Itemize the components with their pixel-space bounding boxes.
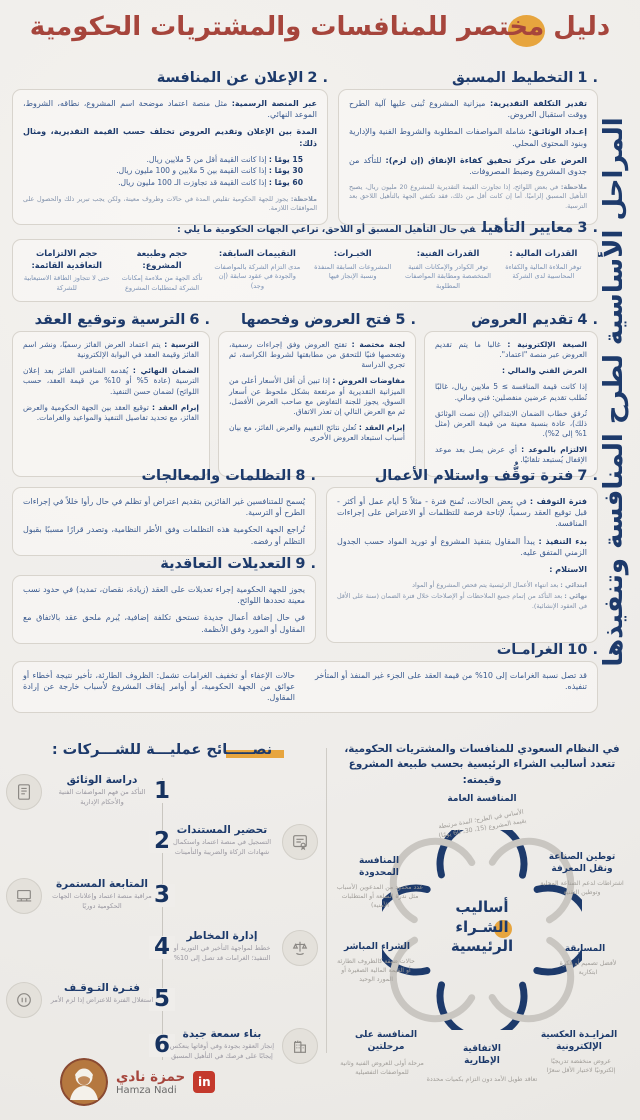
text-block: المدة بين الإعلان وتقديم العروض تختلف حسب القيمة التقديرية، ومثال ذلك:	[23, 127, 317, 148]
text-block: نهائي : بعد التأكد من إتمام جميع الملاحظات أو الإصلاحات خلال فترة الضمان (سنة على الأقل في العقود الإنشائية).	[337, 592, 587, 610]
text-block: تُراجع الجهة الحكومية هذه التظلمات وفق الأطر النظامية، وتصدر قرارًا مسببًا بقبول التظلم أو رفضه.	[23, 525, 305, 546]
tips-heading: نصـــــائح عمليـــة للشـــركات :	[6, 742, 318, 758]
side-banner	[598, 62, 640, 722]
section-5-title: 5 .فتح العروض وفحصها	[240, 312, 416, 328]
petal-direct-desc: حالات ضيقة كالظروف الطارئة أو القيمة المالية الصغيرة أو المورد الوحيد	[337, 958, 415, 983]
section-7-card	[326, 487, 598, 643]
section-2-announcement	[12, 70, 328, 225]
section-8-card	[12, 487, 316, 556]
author-footer	[60, 1058, 290, 1106]
section-3-number: 3 .	[577, 220, 598, 236]
petal-general-desc: الأساس في الطرح؛ المدة مرتبطة بقيمة المشروع (15، 30، 60 يومًا)	[437, 808, 527, 840]
monitor-icon	[6, 878, 42, 914]
text-block: يجوز للجهة الحكومية إجراء تعديلات على العقد (زيادة، نقصان، تمديد) في حدود نسب معينة تحددها اللوائح.	[23, 585, 305, 606]
bullet-60-days: 60 يومًا : إذا كانت القيمة قد تجاوزت الـ 100 مليون ريال.	[118, 178, 303, 187]
text-block: تقدير التكلفة التقديرية: ميزانية المشروع تُبنى عليها آلية الطرح ووقت استقبال العروض.	[349, 99, 587, 120]
section-6-card	[12, 331, 210, 477]
text-block: إبرام العقد : تُعلن نتائج التقييم والعرض الفائز، مع بيان أسباب استبعاد العروض الأخرى	[229, 422, 405, 442]
section-6-award	[12, 312, 210, 477]
section-2-title: 2 .الإعلان عن المنافسة	[156, 70, 328, 86]
tip-step-build-reputation: بناء سمعة جيدة إنجاز العقود بجودة وفي أوقاتها ينعكس إيجابًا على فرصك في التأهيل المسبق	[168, 1028, 318, 1064]
section-5-number: 5 .	[395, 312, 416, 328]
petal-two-stage: المنافسة على مرحلتين	[354, 1030, 418, 1052]
text-block: الضمان النهائي : يُقدمه المنافس الفائز بعد إعلان الترسية (عادة 5% أو 10% من قيمة العقد، حسب اللوائح) لضمان حسن التنفيذ.	[23, 366, 200, 396]
step-number: 2	[149, 830, 175, 853]
text-block: الالتزام بالموعد : أي عرض يصل بعد موعد الإقفال يُستبعد تلقائيًا.	[435, 445, 587, 465]
section-1-title: 1 .التخطيط المسبق	[452, 70, 598, 86]
step-number: 3	[149, 884, 175, 907]
bullet-30-days: 30 يومًا : إذا كانت القيمة بين 5 ملايين و 100 مليون ريال.	[116, 166, 303, 176]
author-name-arabic: حمزة نادي	[116, 1068, 186, 1085]
penalties-columns	[23, 670, 587, 704]
petal-two-stage-desc: مرحلة أولى للعروض الفنية وثانية للمواصفات التفصيلية	[340, 1060, 424, 1076]
section-6-title: 6 .الترسية وتوقيع العقد	[34, 312, 210, 328]
procurement-methods	[336, 742, 628, 1084]
author-names	[116, 1069, 185, 1096]
side-banner-text: المراحل الأساسية لطرح المنافسة وتنفيذها	[599, 117, 629, 667]
petal-reverse-auction: المزايـدة العكسية الإلكترونية	[540, 1030, 618, 1052]
petal-direct-purchase: الشراء المباشر	[343, 942, 411, 953]
section-4-offers	[424, 312, 598, 477]
bullet-15-days: 15 يومًا : إذا كانت القيمة أقل من 5 ملايين ريال.	[146, 154, 303, 164]
section-1-card	[338, 89, 598, 225]
petal-localization-desc: اشتراطات لدعم الصناعة المحلية وتوطين التقنية	[540, 880, 624, 896]
section-4-card	[424, 331, 598, 477]
tip-step-standstill-period: فتـرة التـوقـف استغلال الفترة للاعتراض إذا لزم الأمر	[6, 982, 156, 1018]
tip-step-continuous-followup: المتابعة المستمرة مراقبة منصة اعتماد وإعلانات الجهات الحكومية دوريًا	[6, 878, 156, 914]
text-block: مفاوضات العروض : إذا تبين أن أقل الأسعار أعلى من الميزانية التقديرية أو مرتفعة بشكل ملحوظ عن أسعار السوق، يجوز للجنة التفاوض مع صاحب العرض الأفضل، ثم مع العرض التالي إن تعذر الاتفاق.	[229, 376, 405, 416]
qual-financial: القدرات المالية : توفر الملاءة المالية والكفاءة المحاسبية لدى الشركة	[505, 248, 582, 281]
qual-project-nature: حجم وطبيعة المشروع: تأكد الجهة من ملاءمة إمكانات الشركة لمتطلبات المشروع	[121, 248, 203, 292]
section-3-card	[12, 239, 598, 302]
text-block: فترة التوقف : في بعض الحالات، تُمنح فترة - مثلاً 5 أيام عمل أو أكثر - قبل توقيع العقد رسمياً، لإتاحة فرصة للتظلمات أو الاعتراض على إجراءات المنافسة.	[337, 497, 588, 529]
timeline-spine	[162, 778, 163, 1060]
step-number: 1	[149, 780, 175, 803]
section-7-standstill	[326, 468, 598, 643]
section-10-card	[12, 661, 598, 713]
section-10-penalties	[12, 642, 598, 713]
methods-wheel	[336, 794, 628, 1084]
section-9-card	[12, 575, 316, 644]
section-1-planning	[338, 70, 598, 225]
qual-obligations: حجم الالتزامات التعاقدية القائمة: حتى لا تتجاوز الطاقة الاستيعابية للشركة	[23, 248, 110, 292]
petal-framework-agreement: الاتفاقية الإطارية	[462, 1044, 502, 1066]
qual-technical: القدرات الفنية: توفر الكوادر والإمكانات الفنية المتخصصة ومطابقة المواصفات المطلوبة	[405, 248, 491, 290]
qual-past-ratings: التقييمات السابقة: مدى التزام الشركة بالمواصفات والجودة في عقود سابقة (إن وجد)	[214, 248, 301, 290]
text-block: بدء التنفيذ : يبدأ المقاول بتنفيذ المشروع أو توريد المواد حسب الجدول الزمني المتفق عليه.	[337, 536, 587, 557]
section-8-title: 8 .التظلمات والمعالجات	[141, 468, 316, 484]
step-number: 4	[149, 936, 175, 959]
text-block: العرض الفني والمالي :	[502, 366, 587, 376]
wheel-center-label: أساليب الشـراء الرئيسية	[450, 898, 514, 956]
section-7-title: 7 .فترة توقُّف واستلام الأعمال	[374, 468, 598, 484]
step-number: 6	[149, 1034, 175, 1057]
step-number: 5	[149, 988, 175, 1011]
section-9-title: 9 .التعديلات التعاقدية	[160, 556, 316, 572]
note-block: ملاحظة: يجوز للجهة الحكومية تقليص المدة في حالات وظروف معينة، ولكن يجب تبرير ذلك والحصول على الموافقات اللازمة.	[23, 194, 317, 212]
document-icon	[6, 774, 42, 810]
text-block: في حال إضافة أعمال جديدة تستحق تكلفة إضافية، يُبرم ملحق عقد بالاتفاق مع المقاول أو المورد وفق الأنظمة.	[23, 613, 305, 634]
section-3-qualification	[12, 220, 598, 302]
page-title: دليل مختصر للمنافسات والمشتريات الحكومية	[29, 12, 611, 42]
text-block: الترسية : يتم اعتماد العرض الفائز رسميًا، ونشر اسم الفائز وقيمة العقد في البوابة الإلكترونية	[23, 340, 200, 360]
bottom-divider	[326, 748, 327, 1053]
qual-experience: الخبـرات: المشروعات السابقة المنفذة ونسبة الإنجاز فيها	[314, 248, 392, 281]
petal-framework-desc: تعاقد طويل الأمد دون التزام بكميات محددة	[426, 1076, 538, 1084]
qualification-columns	[23, 248, 587, 293]
section-7-number: 7 .	[577, 468, 598, 484]
tip-step-risk-management: إدارة المخاطر خطط لمواجهة التأخير في التوريد أو التنفيذ؛ الغرامات قد تصل إلى 10%	[168, 930, 318, 966]
tip-step-documents-study: دراسة الوثائق التأكد من فهم المواصفات الفنية والأحكام الإدارية	[6, 774, 156, 810]
petal-contest: المسابقة	[564, 944, 606, 955]
petal-limited-desc: عدد محدود من المدعوين (لأسباب مثل ندرة السلعة أو المتطلبات الأمنية)	[336, 884, 424, 909]
certificate-icon	[282, 824, 318, 860]
tips-timeline	[6, 766, 318, 1066]
company-tips	[6, 742, 318, 1066]
text-block: يُسمح للمتنافسين غير الفائزين بتقديم اعتراض أو تظلم في حال رأوا خللاً في إجراءات الطرح أو الترسية.	[23, 497, 305, 518]
section-10-title: 10 .الغرامـات	[496, 642, 598, 658]
section-1-number: 1 .	[577, 70, 598, 86]
author-name-english: Hamza Nadi	[116, 1084, 177, 1096]
methods-intro: في النظام السعودي للمنافسات والمشتريات الحكومية، تتعدد أساليب الشراء الرئيسية بحسب طبيعة المشروع وقيمته:	[344, 743, 620, 786]
author-avatar	[60, 1058, 108, 1106]
section-4-title: 4 .تقديم العروض	[471, 312, 598, 328]
petal-limited-competition: المنافسة المحدودة	[358, 856, 400, 878]
penalty-rate-text: قد تصل نسبة الغرامات إلى 10% من قيمة العقد على الجزء غير المنفذ أو المتأخر تنفيذه.	[315, 671, 587, 692]
text-block: الاستلام :	[549, 564, 587, 574]
text-block: إبرام العقد : توقيع العقد بين الجهة الحكومية والعرض الفائز، مع تحديد تفاصيل التنفيذ والمواعيد والغرامات.	[23, 402, 199, 422]
risk-scales-icon	[282, 930, 318, 966]
text-block: ابتدائي : بعد انتهاء الأعمال الرئيسية يتم فحص المشروع أو المواد	[412, 581, 587, 590]
section-3-title: 3 .معايير التأهيلفي حال التأهيل المسبق أو اللاحق، تراعي الجهات الحكومية ما يلي :	[177, 220, 598, 236]
section-2-card	[12, 89, 328, 225]
section-6-number: 6 .	[189, 312, 210, 328]
text-block: إذا كانت قيمة المنافسة ≥ 5 ملايين ريال، غالبًا تُطلب تقديم عرضين منفصلين: فني ومالي.	[435, 382, 587, 402]
text-block: لجنة مختصة : تفتح العروض وفق إجراءات رسمية، وتفحصها فنيًا للتحقق من مطابقتها لشروط الكراسة، ثم تجري الدراسة	[229, 340, 406, 370]
petal-reverse-desc: عروض منخفضة تدريجيًا إلكترونيًا لاختيار الأقل سعرًا	[546, 1058, 616, 1074]
header	[0, 12, 640, 42]
section-9-amendments	[12, 556, 316, 644]
section-5-opening	[218, 312, 416, 477]
penalty-exemptions-text: حالات الإعفاء أو تخفيف الغرامات تشمل: الظروف الطارئة، تأخير نتيجة أخطاء أو عوائق من الجهة الحكومية، أو أوامر إيقاف المشروع لأسباب خارجة عن إرادة المقاول.	[23, 671, 295, 703]
text-block: إعـداد الوثائـق: شاملة المواصفات المطلوبة والشروط الفنية والإدارية وبنود المحتوى المحلي.	[349, 127, 587, 148]
tip-step-prepare-documents: تحضير المستندات التسجيل في منصة اعتماد واستكمال شهادات الزكاة والضريبة والتأمينات	[168, 824, 318, 860]
petal-contest-desc: لأفضل تصميم أو فكرة ابتكارية	[559, 960, 617, 976]
section-4-number: 4 .	[577, 312, 598, 328]
linkedin-icon: in	[193, 1071, 215, 1093]
text-block: الصيغة الإلكترونية : غالبا ما يتم تقديم العروض عبر منصة "اعتماد".	[435, 340, 587, 360]
section-8-number: 8 .	[295, 468, 316, 484]
section-2-number: 2 .	[307, 70, 328, 86]
section-10-number: 10 .	[567, 642, 598, 658]
pause-icon	[6, 982, 42, 1018]
text-block: العرض على مركز تحقيق كفاءة الإنفاق (إن لزم): للتأكد من جدوى المشروع وضبط المصروفات.	[349, 155, 587, 176]
petal-general-competition: المنافسة العامة	[447, 794, 517, 805]
petal-industry-localization: توطين الصناعة ونقل المعرفة	[548, 852, 616, 874]
note-block: ملاحظة: في بعض اللوائح، إذا تجاوزت القيمة التقديرية للمشروع 20 مليون ريال، يصبح التأهيل المسبق إلزاميًا. أما إن كانت أقل من ذلك، فقد تكتفي الجهة بالتأهيل اللاحق بعد الترسية.	[349, 183, 587, 210]
section-9-number: 9 .	[295, 556, 316, 572]
duration-bullets	[23, 155, 303, 189]
text-block: تُرفق خطاب الضمان الابتدائي (إن نصت الوثائق ذلك)، عادة بنسبة معينة من قيمة العرض (مثل 1% إلى 2%).	[435, 408, 587, 438]
section-3-subtitle: في حال التأهيل المسبق أو اللاحق، تراعي الجهات الحكومية ما يلي :	[177, 225, 476, 235]
section-8-grievances	[12, 468, 316, 556]
text-block: عبر المنصة الرسمية: مثل منصة اعتماد موضحة اسم المشروع، نطاقه، الشروط، الموعد النهائي.	[23, 99, 318, 120]
section-5-card	[218, 331, 416, 477]
